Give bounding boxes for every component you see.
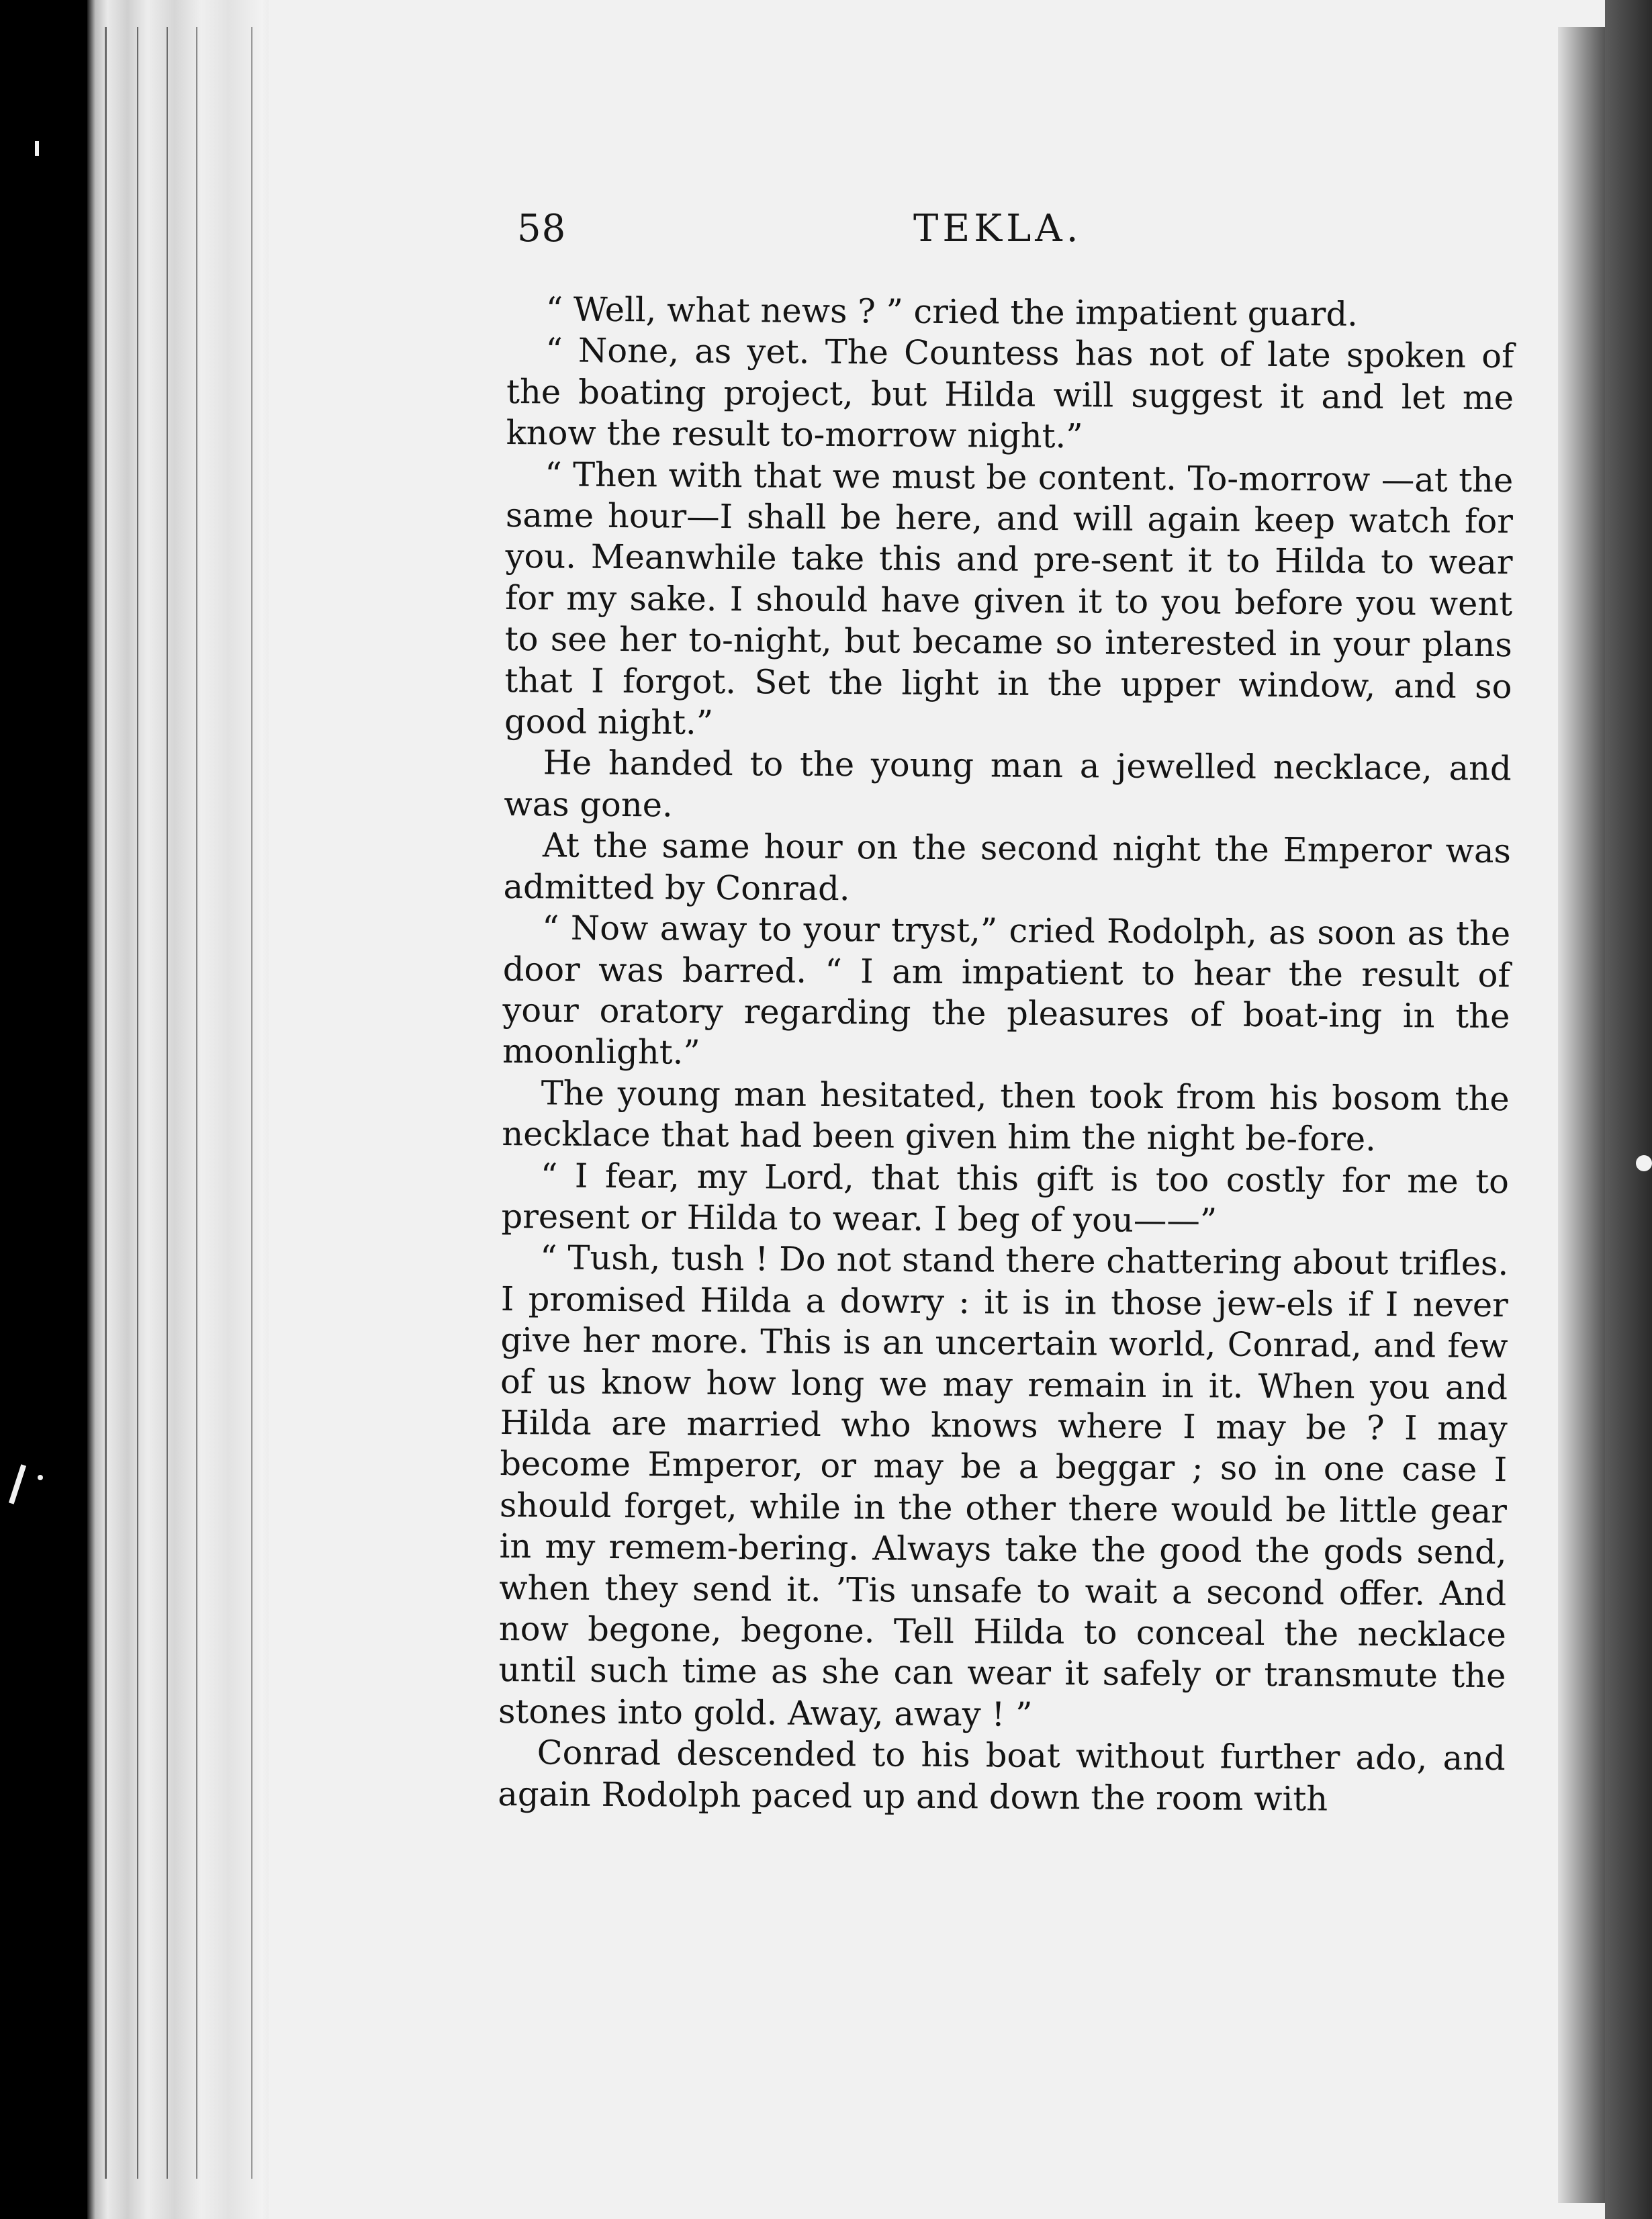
paragraph: At the same hour on the second night the Emperor was admitted by Conrad. <box>503 825 1512 908</box>
scan-right-border <box>1605 0 1652 2219</box>
page-edge-line <box>105 27 107 2179</box>
page-edge-line <box>137 27 138 2179</box>
dust-speck <box>38 1475 43 1480</box>
body-text <box>498 289 1514 1821</box>
paragraph: He handed to the young man a jewelled necklace, and was gone. <box>504 743 1512 825</box>
running-header <box>517 201 1511 269</box>
gutter-shadow <box>1558 27 1605 2203</box>
dust-speck <box>35 141 39 156</box>
running-title: TEKLA. <box>913 207 1083 251</box>
dust-speck <box>9 1464 26 1504</box>
page-edge-line <box>196 27 197 2179</box>
page-edge-line <box>167 27 168 2179</box>
paragraph: “ None, as yet. The Countess has not of late spoken of the boating project, but Hilda will suggest it and let me know the result to-morrow night.” <box>506 330 1514 456</box>
paragraph: “ Then with that we must be content. To-morrow —at the same hour—I shall be here, and will again keep watch for you. Meanwhile take this and pre-sent it to Hilda to wear for my sake. I should have given it to you before you went to see her to-night, but became so interested in your plans that I forgot. Set the light in the upper window, and so good night.” <box>504 454 1514 742</box>
paragraph: “ Now away to your tryst,” cried Rodolph, as soon as the door was barred. “ I am impatient to hear the result of your oratory regarding the pleasures of boat-ing in the moonlight.” <box>502 908 1511 1073</box>
dust-speck <box>1636 1155 1652 1171</box>
paragraph: “ Tush, tush ! Do not stand there chattering about trifles. I promised Hilda a dowry : it is in those jew-els if I never give her more. This is an uncertain world, Conrad, and few of us know how long we may remain in it. When you and Hilda are married who knows where I may be ? I may become Emperor, or may be a beggar ; so in one case I should forget, while in the other there would be little gear in my remem-bering. Always take the good the gods send, when they send it. ’Tis unsafe to wait a second offer. And now begone, begone. Tell Hilda to conceal the necklace until such time as she can wear it safely or transmute the stones into gold. Away, away ! ” <box>498 1238 1509 1734</box>
paragraph: “ I fear, my Lord, that this gift is too costly for me to present or Hilda to wear. I beg of you——” <box>501 1155 1510 1240</box>
book-page-edges <box>87 0 275 2219</box>
paragraph: The young man hesitated, then took from his bosom the necklace that had been given him the night be-fore. <box>502 1073 1510 1159</box>
page-number: 58 <box>517 207 567 251</box>
paragraph: Conrad descended to his boat without further ado, and again Rodolph paced up and down the room with <box>498 1733 1506 1819</box>
page-edge-line <box>251 27 253 2179</box>
paragraph: “ Well, what news ? ” cried the impatient guard. <box>545 289 1359 334</box>
